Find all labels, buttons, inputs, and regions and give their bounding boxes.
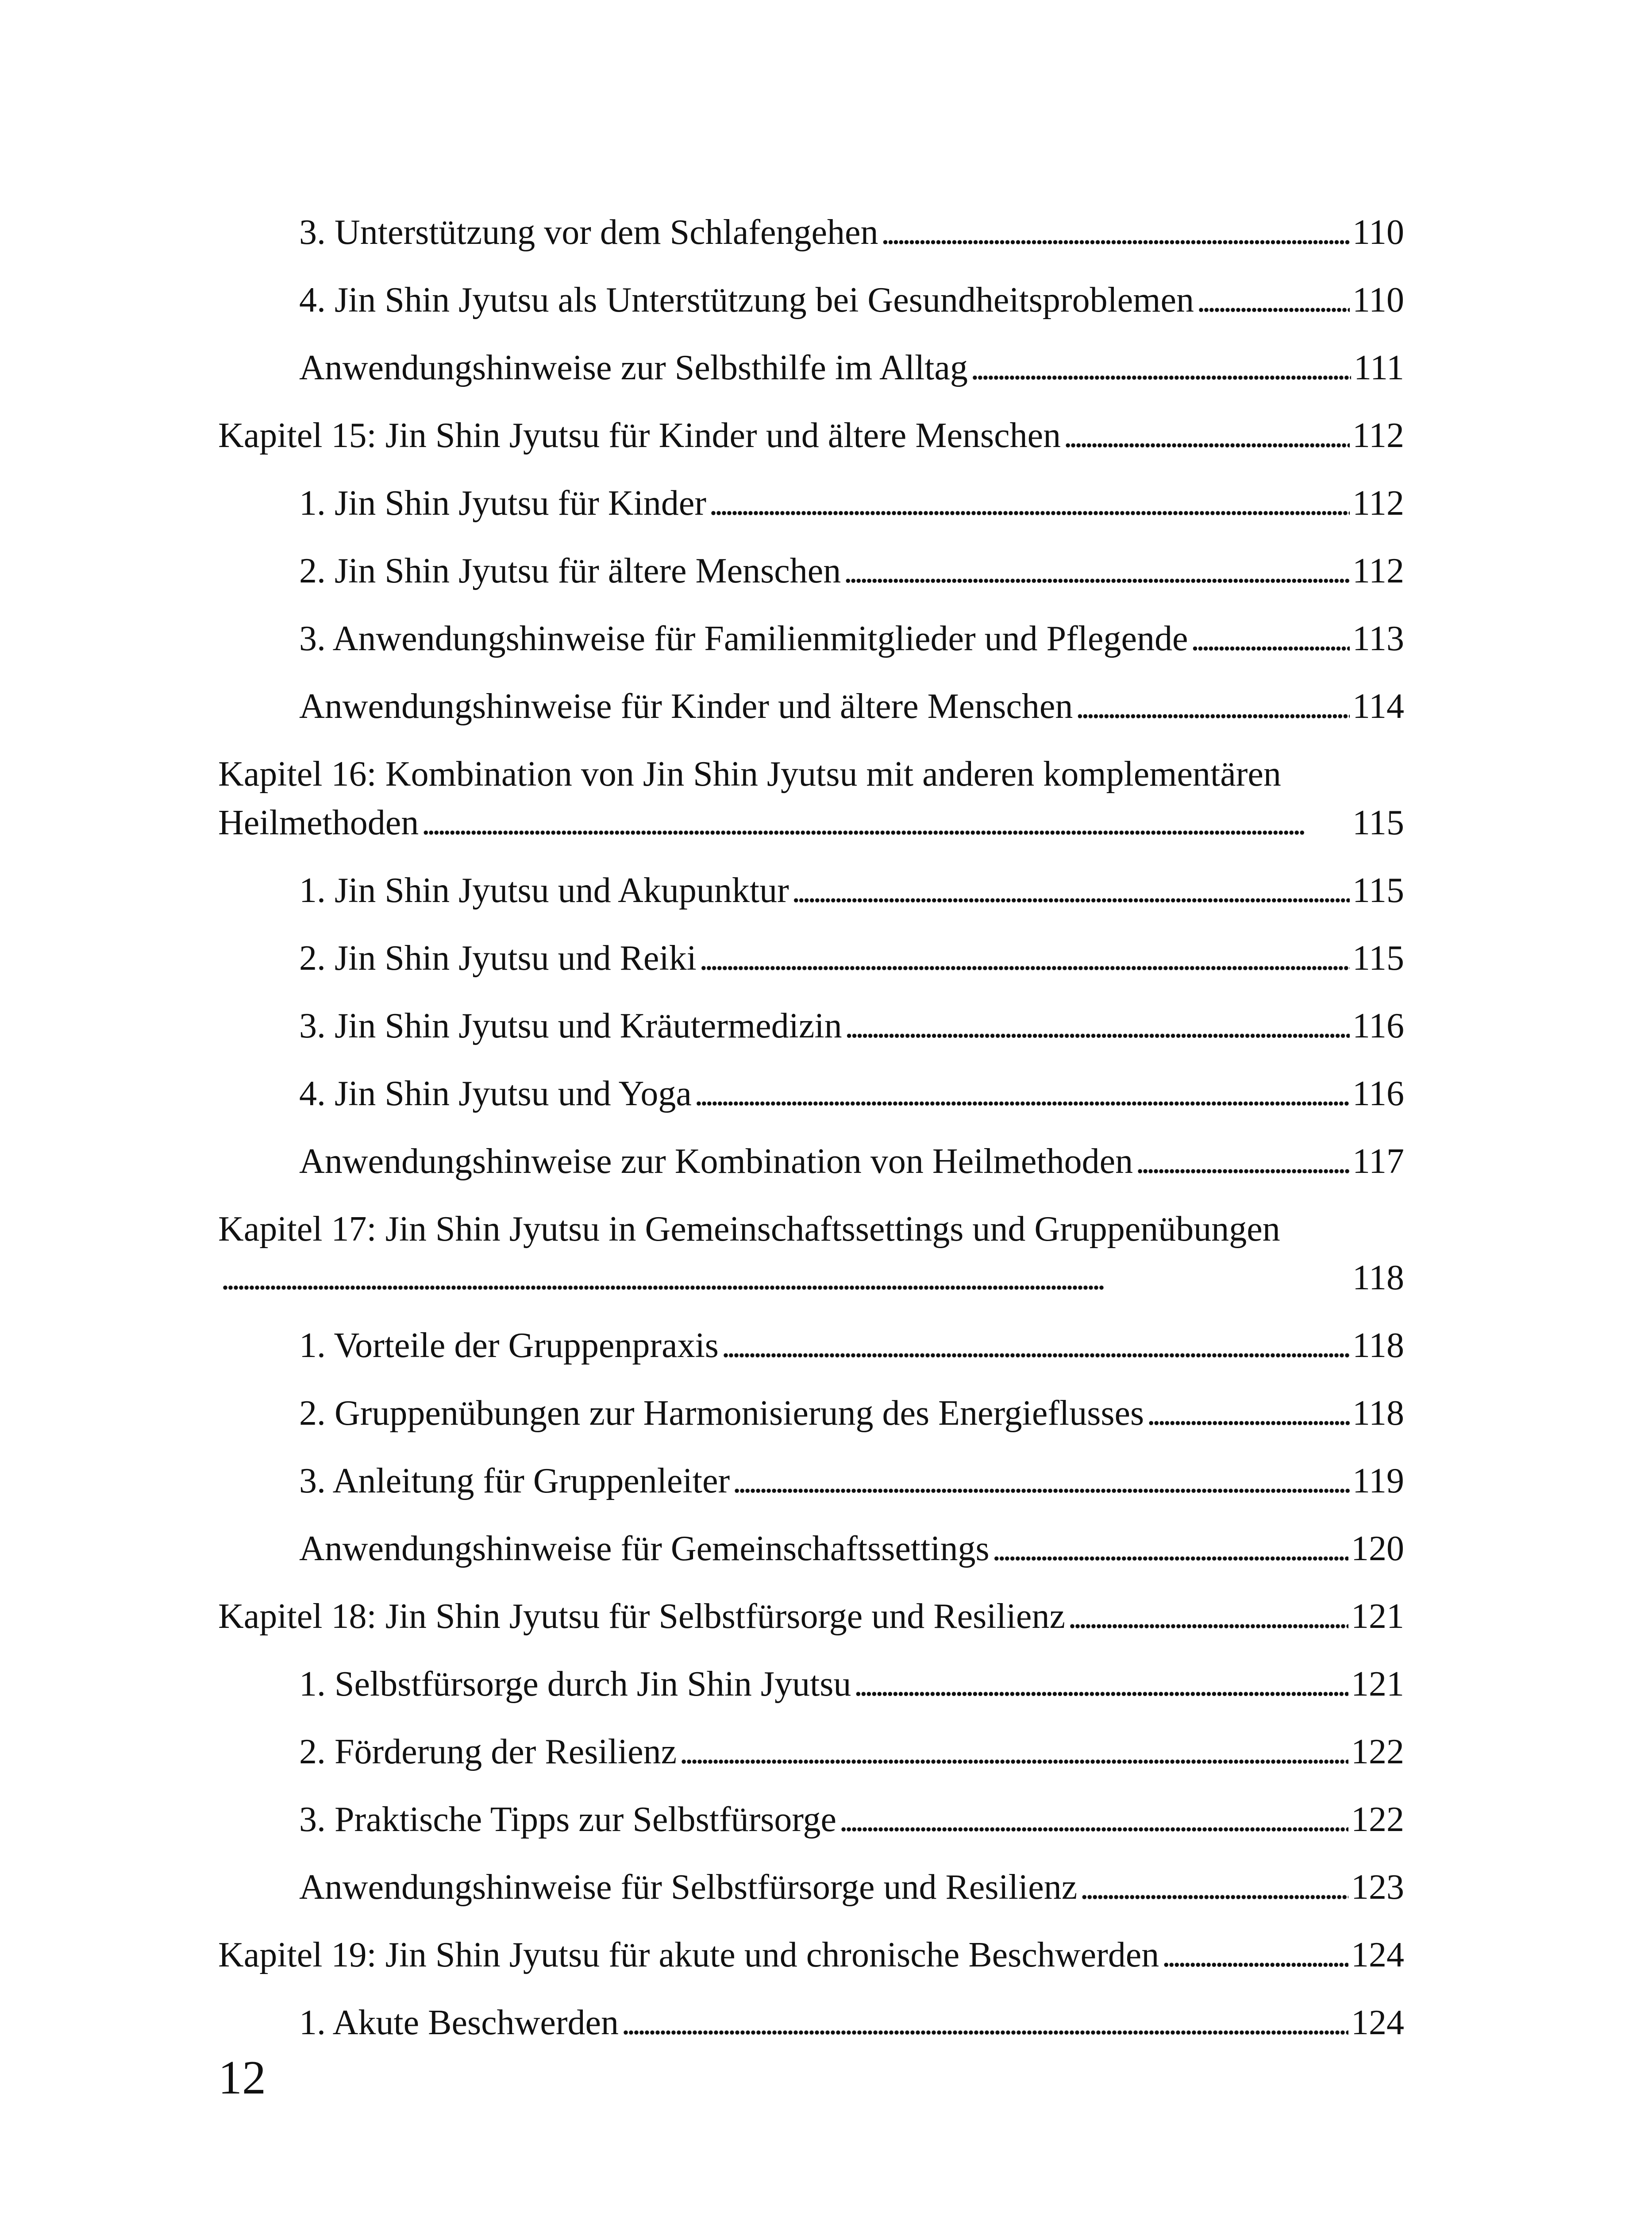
toc-entry[interactable] xyxy=(218,1795,1404,1844)
table-of-contents xyxy=(218,208,1404,2066)
toc-entry-page: 121 xyxy=(1351,1597,1404,1636)
dot-leader xyxy=(854,1660,1348,1708)
toc-entry[interactable] xyxy=(218,1321,1404,1370)
toc-entry-page: 113 xyxy=(1352,619,1404,658)
toc-entry-page: 122 xyxy=(1351,1732,1404,1771)
dot-leader xyxy=(1162,1931,1348,1979)
toc-entry-title-line: Kapitel 16: Kombination von Jin Shin Jyutsu mit anderen komplementären xyxy=(218,755,1281,794)
toc-entry-page: 121 xyxy=(1351,1665,1404,1704)
dot-leader xyxy=(1068,1592,1348,1641)
toc-entry-title: 1. Akute Beschwerden xyxy=(299,2003,619,2042)
toc-entry-page: 118 xyxy=(1352,1258,1404,1297)
toc-entry[interactable] xyxy=(218,276,1404,324)
toc-entry-page: 118 xyxy=(1352,1326,1404,1365)
dot-leader xyxy=(1063,411,1350,460)
toc-entry-page: 120 xyxy=(1351,1529,1404,1568)
toc-entry-title: Heilmethoden xyxy=(218,803,419,842)
dot-leader xyxy=(1075,682,1350,731)
toc-entry-title: 4. Jin Shin Jyutsu als Unterstützung bei Gesundheitsproblemen xyxy=(299,281,1194,320)
dot-leader xyxy=(732,1457,1350,1505)
dot-leader xyxy=(1147,1389,1350,1438)
dot-leader xyxy=(839,1795,1348,1844)
toc-entry[interactable] xyxy=(218,1069,1404,1118)
toc-entry-title: Kapitel 15: Jin Shin Jyutsu für Kinder und ältere Menschen xyxy=(218,416,1061,455)
toc-entry-page: 118 xyxy=(1352,1394,1404,1433)
toc-entry-page: 119 xyxy=(1352,1461,1404,1500)
toc-entry-title: 3. Anwendungshinweise für Familienmitglieder und Pflegende xyxy=(299,619,1188,658)
toc-entry-page: 110 xyxy=(1352,213,1404,252)
toc-entry-title: 3. Anleitung für Gruppenleiter xyxy=(299,1461,730,1500)
dot-leader xyxy=(843,547,1350,595)
toc-entry-page: 112 xyxy=(1352,416,1404,455)
dot-leader xyxy=(1136,1137,1350,1186)
toc-chapter-entry[interactable] xyxy=(218,1205,1404,1302)
dot-leader xyxy=(792,866,1350,915)
toc-entry-page: 123 xyxy=(1351,1868,1404,1907)
toc-entry-title: Anwendungshinweise für Kinder und ältere Menschen xyxy=(299,687,1073,726)
toc-entry-title: 1. Vorteile der Gruppenpraxis xyxy=(299,1326,719,1365)
toc-entry-title: Anwendungshinweise zur Selbsthilfe im Alltag xyxy=(299,348,968,387)
toc-entry-title: 2. Förderung der Resilienz xyxy=(299,1732,677,1771)
toc-entry-title: 3. Unterstützung vor dem Schlafengehen xyxy=(299,213,878,252)
toc-chapter-entry[interactable] xyxy=(218,750,1404,847)
dot-leader xyxy=(1191,614,1350,663)
toc-entry-title: Anwendungshinweise für Gemeinschaftssettings xyxy=(299,1529,990,1568)
toc-entry-page: 116 xyxy=(1352,1074,1404,1113)
toc-entry[interactable] xyxy=(218,682,1404,731)
toc-entry[interactable] xyxy=(218,479,1404,528)
toc-entry-title: 3. Jin Shin Jyutsu und Kräutermedizin xyxy=(299,1006,842,1045)
toc-entry[interactable] xyxy=(218,547,1404,595)
toc-entry-title: 2. Jin Shin Jyutsu und Reiki xyxy=(299,939,697,978)
dot-leader xyxy=(721,1321,1350,1370)
toc-entry-page: 122 xyxy=(1351,1800,1404,1839)
toc-entry-title: Anwendungshinweise für Selbstfürsorge und Resilienz xyxy=(299,1868,1078,1907)
toc-entry-page: 115 xyxy=(1352,939,1404,978)
toc-entry[interactable] xyxy=(218,1863,1404,1912)
toc-entry[interactable] xyxy=(218,1660,1404,1708)
toc-entry-title: Kapitel 19: Jin Shin Jyutsu für akute und chronische Beschwerden xyxy=(218,1935,1159,1974)
dot-leader xyxy=(679,1727,1348,1776)
dot-leader xyxy=(881,208,1350,257)
dot-leader xyxy=(421,798,1350,847)
toc-entry-title: Kapitel 18: Jin Shin Jyutsu für Selbstfürsorge und Resilienz xyxy=(218,1597,1065,1636)
dot-leader xyxy=(699,934,1350,983)
toc-entry-title: 1. Jin Shin Jyutsu für Kinder xyxy=(299,484,706,523)
dot-leader xyxy=(992,1524,1348,1573)
toc-entry[interactable] xyxy=(218,343,1404,392)
toc-chapter-entry[interactable] xyxy=(218,1931,1404,1979)
dot-leader xyxy=(621,1998,1348,2047)
dot-leader xyxy=(221,1253,1350,1302)
toc-entry-page: 110 xyxy=(1352,281,1404,320)
toc-entry-title: 3. Praktische Tipps zur Selbstfürsorge xyxy=(299,1800,837,1839)
dot-leader xyxy=(845,1002,1350,1050)
toc-entry-page: 124 xyxy=(1351,2003,1404,2042)
toc-entry-page: 112 xyxy=(1352,484,1404,523)
toc-entry-title: 2. Jin Shin Jyutsu für ältere Menschen xyxy=(299,551,841,590)
toc-entry[interactable] xyxy=(218,208,1404,257)
toc-entry-page: 116 xyxy=(1352,1006,1404,1045)
dot-leader xyxy=(970,343,1351,392)
toc-entry[interactable] xyxy=(218,1727,1404,1776)
toc-entry[interactable] xyxy=(218,1137,1404,1186)
dot-leader xyxy=(1197,276,1350,324)
toc-entry-page: 124 xyxy=(1351,1935,1404,1974)
toc-entry[interactable] xyxy=(218,1002,1404,1050)
page-number: 12 xyxy=(218,2051,266,2104)
toc-entry-title-line: Kapitel 17: Jin Shin Jyutsu in Gemeinschaftssettings und Gruppenübungen xyxy=(218,1210,1280,1249)
toc-entry-title: 4. Jin Shin Jyutsu und Yoga xyxy=(299,1074,692,1113)
toc-entry[interactable] xyxy=(218,1389,1404,1438)
dot-leader xyxy=(694,1069,1350,1118)
toc-entry-page: 114 xyxy=(1352,687,1404,726)
toc-entry[interactable] xyxy=(218,866,1404,915)
toc-entry[interactable] xyxy=(218,934,1404,983)
toc-entry-page: 112 xyxy=(1352,551,1404,590)
toc-entry[interactable] xyxy=(218,1524,1404,1573)
toc-entry-page: 117 xyxy=(1352,1142,1404,1181)
toc-entry-page: 115 xyxy=(1352,871,1404,910)
toc-entry-title: Anwendungshinweise zur Kombination von Heilmethoden xyxy=(299,1142,1133,1181)
dot-leader xyxy=(709,479,1350,528)
toc-chapter-entry[interactable] xyxy=(218,411,1404,460)
toc-entry[interactable] xyxy=(218,614,1404,663)
toc-entry-title: 2. Gruppenübungen zur Harmonisierung des Energieflusses xyxy=(299,1394,1144,1433)
toc-entry[interactable] xyxy=(218,1998,1404,2047)
dot-leader xyxy=(1080,1863,1348,1912)
toc-entry-page: 111 xyxy=(1353,348,1404,387)
toc-entry-title: 1. Jin Shin Jyutsu und Akupunktur xyxy=(299,871,789,910)
toc-chapter-entry[interactable] xyxy=(218,1592,1404,1641)
toc-entry[interactable] xyxy=(218,1457,1404,1505)
toc-entry-page: 115 xyxy=(1352,803,1404,842)
toc-entry-title: 1. Selbstfürsorge durch Jin Shin Jyutsu xyxy=(299,1665,851,1704)
